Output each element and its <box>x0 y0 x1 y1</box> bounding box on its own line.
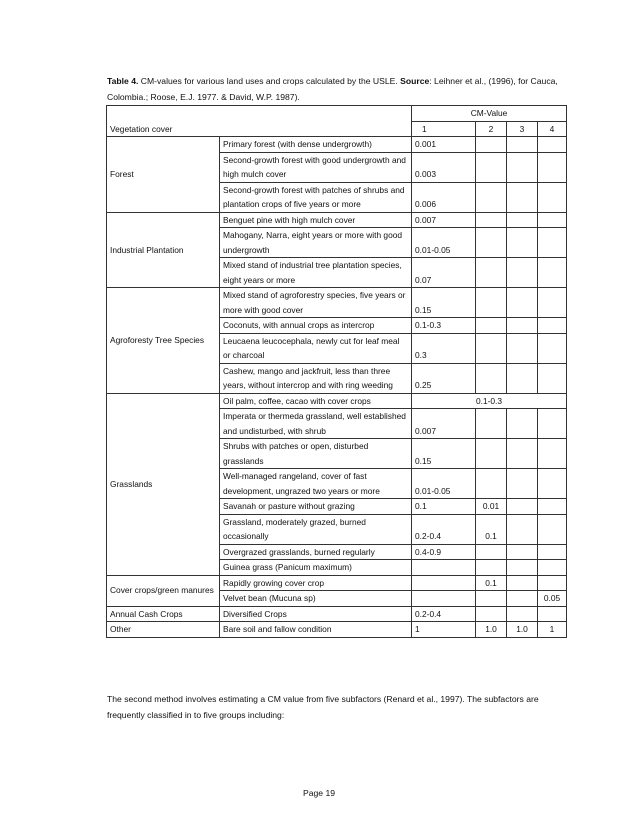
cm-value-col-4 <box>538 575 567 591</box>
cm-value-col-1: 0.3 <box>412 333 476 363</box>
land-use-description: Diversified Crops <box>220 606 412 622</box>
cm-value-col-4 <box>538 514 567 544</box>
cm-value-col-2: 0.1 <box>476 575 507 591</box>
cm-value-col-4 <box>538 544 567 560</box>
cm-value-col-3 <box>507 575 538 591</box>
cm-value-col-1: 0.15 <box>412 288 476 318</box>
header-col-2: 2 <box>476 121 507 137</box>
caption-text: CM-values for various land uses and crops calculated by the USLE. <box>138 76 401 86</box>
cm-value-col-2 <box>476 228 507 258</box>
cm-value-col-2 <box>476 439 507 469</box>
cm-value-col-4 <box>538 499 567 515</box>
header-col-1: 1 <box>412 121 476 137</box>
header-col-3: 3 <box>507 121 538 137</box>
cm-value-col-3 <box>507 152 538 182</box>
cm-value-col-1: 0.4-0.9 <box>412 544 476 560</box>
cm-value-col-3 <box>507 499 538 515</box>
land-use-description: Oil palm, coffee, cacao with cover crops <box>220 393 412 409</box>
land-use-description: Mixed stand of industrial tree plantation species, eight years or more <box>220 258 412 288</box>
cm-value-col-2 <box>476 544 507 560</box>
table-row <box>107 288 567 318</box>
cm-value-col-3 <box>507 182 538 212</box>
land-use-description: Second-growth forest with patches of shrubs and plantation crops of five years or more <box>220 182 412 212</box>
cm-value-col-3 <box>507 544 538 560</box>
header-vegetation-cover: Vegetation cover <box>107 106 412 137</box>
cm-value-col-1: 0.07 <box>412 258 476 288</box>
header-cm-value: CM-Value <box>412 106 567 122</box>
source-text: : Leihner et al., (1996), for Cauca, Colombia.; Roose, E.J. 1977. & David, W.P. 1987). <box>107 76 558 102</box>
cm-value-col-3 <box>507 606 538 622</box>
land-use-description: Benguet pine with high mulch cover <box>220 212 412 228</box>
cm-value-col-4 <box>538 182 567 212</box>
vegetation-group-cell: Annual Cash Crops <box>107 606 220 622</box>
land-use-description: Bare soil and fallow condition <box>220 622 412 638</box>
table-row <box>107 137 567 153</box>
cm-value-col-1: 1 <box>412 622 476 638</box>
land-use-description: Cashew, mango and jackfruit, less than three years, without intercrop and with ring weeding <box>220 363 412 393</box>
vegetation-group-cell: Cover crops/green manures <box>107 575 220 606</box>
land-use-description: Shrubs with patches or open, disturbed grasslands <box>220 439 412 469</box>
cm-value-col-4 <box>538 606 567 622</box>
land-use-description: Velvet bean (Mucuna sp) <box>220 591 412 607</box>
land-use-description: Mixed stand of agroforestry species, five years or more with good cover <box>220 288 412 318</box>
table-label: Table 4. <box>107 76 139 86</box>
source-label: Source <box>400 76 430 86</box>
cm-value-col-4 <box>538 152 567 182</box>
cm-value-col-2: 1.0 <box>476 622 507 638</box>
cm-value-col-2 <box>476 182 507 212</box>
cm-value-col-3 <box>507 363 538 393</box>
cm-value-col-4 <box>538 137 567 153</box>
body-paragraph: The second method involves estimating a CM value from five subfactors (Renard et al., 1997). The subfactors are frequently classified in to five groups including: <box>107 694 539 720</box>
page-number: Page 19 <box>302 788 336 798</box>
cm-value-col-3 <box>507 560 538 576</box>
cm-value-col-1: 0.01-0.05 <box>412 228 476 258</box>
cm-value-col-2: 0.01 <box>476 499 507 515</box>
vegetation-group-cell: Grasslands <box>107 393 220 575</box>
cm-value-col-1: 0.007 <box>412 212 476 228</box>
table-row <box>107 575 567 591</box>
cm-value-col-2 <box>476 591 507 607</box>
cm-value-col-3 <box>507 258 538 288</box>
table-row <box>107 212 567 228</box>
cm-value-col-4: 1 <box>538 622 567 638</box>
cm-value-col-2 <box>476 469 507 499</box>
cm-value-col-2 <box>476 212 507 228</box>
cm-value-col-2 <box>476 137 507 153</box>
cm-value-col-3: 1.0 <box>507 622 538 638</box>
cm-value-col-4 <box>538 363 567 393</box>
cm-value-col-4 <box>538 318 567 334</box>
cm-value-col-1: 0.2-0.4 <box>412 606 476 622</box>
land-use-description: Well-managed rangeland, cover of fast development, ungrazed two years or more <box>220 469 412 499</box>
cm-value-col-1: 0.01-0.05 <box>412 469 476 499</box>
cm-value-col-1: 0.15 <box>412 439 476 469</box>
vegetation-group-cell: Other <box>107 622 220 638</box>
cm-value-col-4 <box>538 439 567 469</box>
cm-value-col-4 <box>538 288 567 318</box>
land-use-description: Mahogany, Narra, eight years or more with good undergrowth <box>220 228 412 258</box>
cm-value-col-3 <box>507 288 538 318</box>
cm-value-col-3 <box>507 333 538 363</box>
land-use-description: Guinea grass (Panicum maximum) <box>220 560 412 576</box>
cm-value-col-4 <box>538 469 567 499</box>
cm-value-col-3 <box>507 212 538 228</box>
land-use-description: Grassland, moderately grazed, burned occasionally <box>220 514 412 544</box>
land-use-description: Imperata or thermeda grassland, well established and undisturbed, with shrub <box>220 409 412 439</box>
land-use-description: Overgrazed grasslands, burned regularly <box>220 544 412 560</box>
cm-value-col-1 <box>412 560 476 576</box>
cm-value-col-3 <box>507 318 538 334</box>
header-row-1 <box>107 106 567 122</box>
cm-value-col-4: 0.05 <box>538 591 567 607</box>
land-use-description: Savanah or pasture without grazing <box>220 499 412 515</box>
cm-value-col-2 <box>476 606 507 622</box>
header-col-4: 4 <box>538 121 567 137</box>
cm-value-col-3 <box>507 439 538 469</box>
cm-value-col-1: 0.1-0.3 <box>412 318 476 334</box>
land-use-description: Primary forest (with dense undergrowth) <box>220 137 412 153</box>
cm-value-spanning: 0.1-0.3 <box>412 393 567 409</box>
land-use-description: Coconuts, with annual crops as intercrop <box>220 318 412 334</box>
cm-value-col-4 <box>538 258 567 288</box>
cm-value-col-4 <box>538 333 567 363</box>
cm-value-col-3 <box>507 228 538 258</box>
cm-value-col-1 <box>412 575 476 591</box>
land-use-description: Leucaena leucocephala, newly cut for leaf meal or charcoal <box>220 333 412 363</box>
cm-value-col-2 <box>476 288 507 318</box>
table-row <box>107 393 567 409</box>
cm-value-col-2 <box>476 409 507 439</box>
cm-value-col-2: 0.1 <box>476 514 507 544</box>
cm-value-col-1: 0.007 <box>412 409 476 439</box>
cm-value-col-3 <box>507 409 538 439</box>
cm-value-col-2 <box>476 318 507 334</box>
cm-value-col-4 <box>538 560 567 576</box>
vegetation-group-cell: Forest <box>107 137 220 213</box>
cm-value-col-3 <box>507 591 538 607</box>
land-use-description: Rapidly growing cover crop <box>220 575 412 591</box>
cm-value-col-2 <box>476 363 507 393</box>
table-row <box>107 622 567 638</box>
vegetation-group-cell: Agroforesty Tree Species <box>107 288 220 394</box>
cm-value-col-4 <box>538 212 567 228</box>
table-row <box>107 606 567 622</box>
cm-value-table <box>106 105 567 638</box>
cm-value-col-1: 0.001 <box>412 137 476 153</box>
cm-value-col-4 <box>538 228 567 258</box>
land-use-description: Second-growth forest with good undergrowth and high mulch cover <box>220 152 412 182</box>
cm-value-col-3 <box>507 137 538 153</box>
cm-value-col-1: 0.003 <box>412 152 476 182</box>
cm-value-col-4 <box>538 409 567 439</box>
cm-value-col-1: 0.2-0.4 <box>412 514 476 544</box>
cm-value-col-1: 0.006 <box>412 182 476 212</box>
cm-value-col-3 <box>507 514 538 544</box>
cm-value-col-2 <box>476 560 507 576</box>
cm-value-col-1: 0.1 <box>412 499 476 515</box>
cm-value-col-3 <box>507 469 538 499</box>
cm-value-col-2 <box>476 333 507 363</box>
vegetation-group-cell: Industrial Plantation <box>107 212 220 288</box>
cm-value-col-2 <box>476 258 507 288</box>
cm-value-col-1: 0.25 <box>412 363 476 393</box>
table-caption <box>107 73 567 105</box>
cm-value-col-1 <box>412 591 476 607</box>
cm-value-col-2 <box>476 152 507 182</box>
